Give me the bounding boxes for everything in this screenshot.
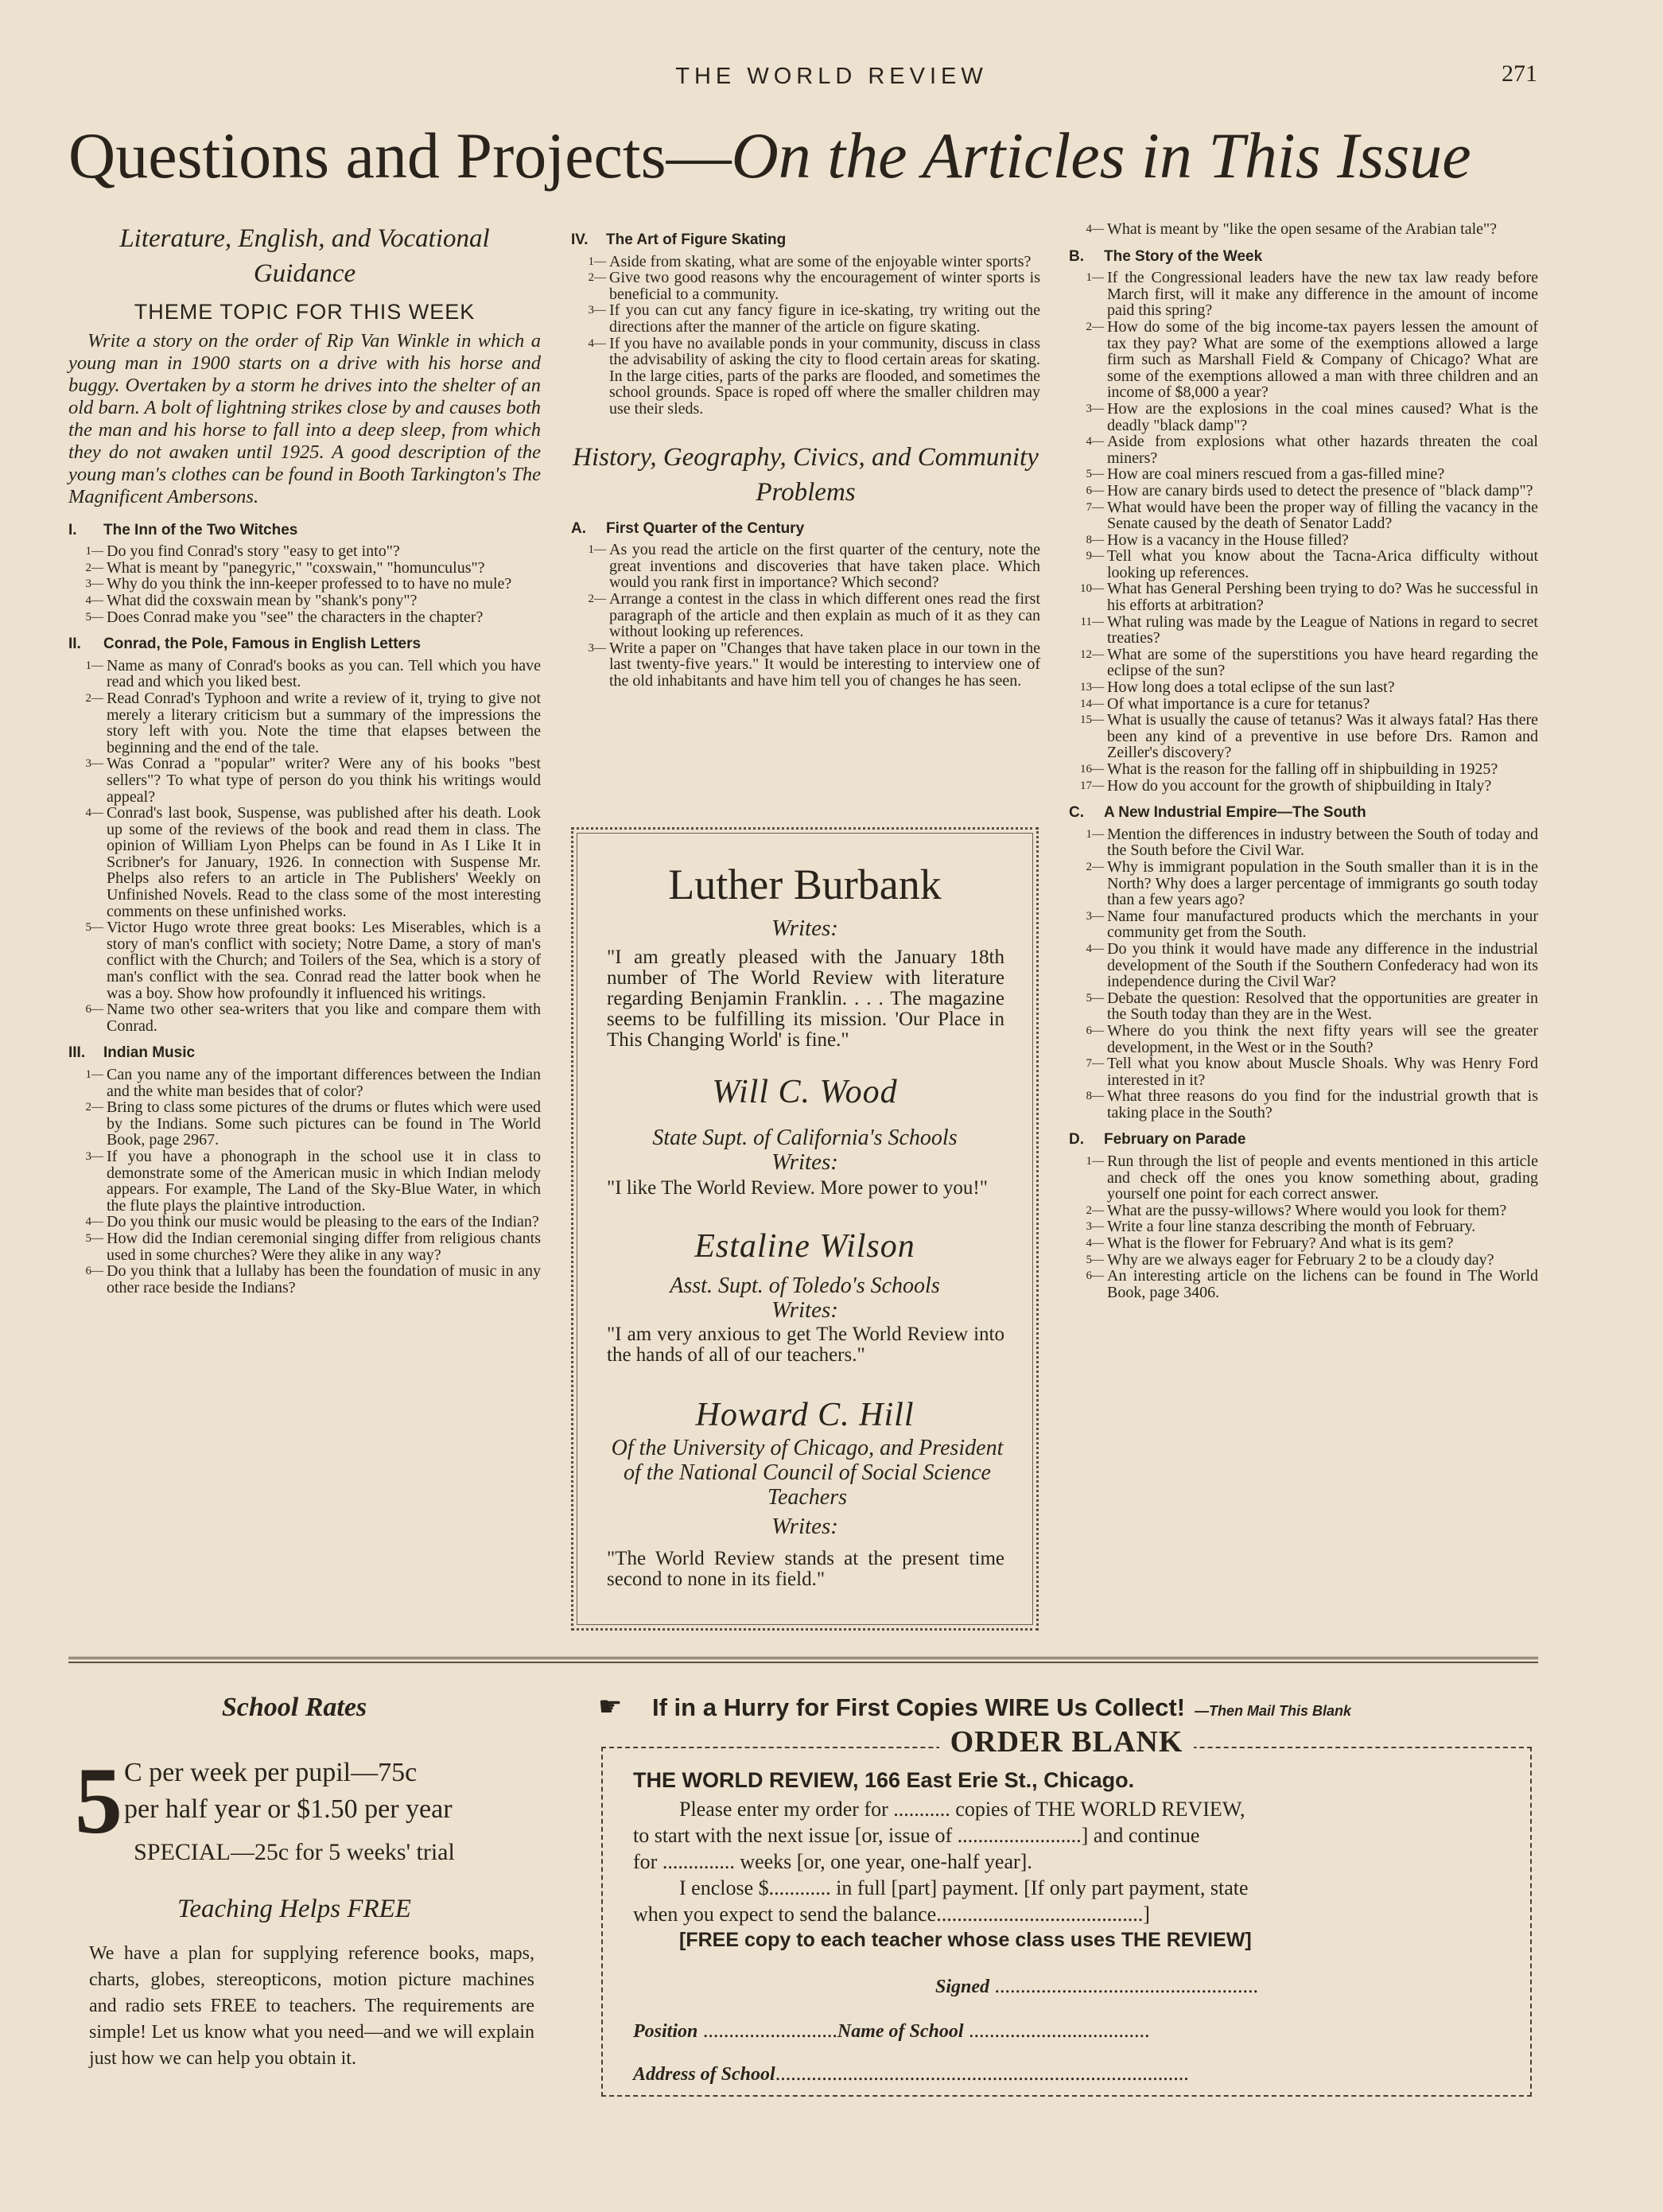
question-number: 3— [1086,402,1104,415]
question-text: What ruling was made by the League of Nations in regard to secret treaties? [1107,612,1538,647]
question-item [571,302,1040,335]
topic-list [1069,249,1538,1301]
question-text: Does Conrad make you "see" the characters in the chapter? [107,608,484,626]
teaching-helps-title: Teaching Helps FREE [177,1895,411,1923]
question-number: 12— [1080,647,1104,661]
question-item [1069,401,1538,433]
question-text: Do you find Conrad's story "easy to get into"? [107,542,400,561]
question-text: Aside from skating, what are some of the enjoyable winter sports? [609,252,1032,270]
question-item [1069,1088,1538,1121]
hill-signature: Howard C. Hill [695,1397,915,1433]
question-item [1069,221,1538,238]
question-item [1069,319,1538,401]
writes-label: Writes: [771,1514,838,1539]
order-blank-form [601,1725,1532,2097]
question-text: If you have a phonograph in the school use it in class to demonstrate some of the American music in which Indian melody appears. For example, The Land of the Sky-Blue Water, in which the flute plays the plaintive introduction. [107,1147,541,1215]
topic-numeral: I. [68,521,77,538]
topic-title: Indian Music [103,1044,196,1062]
address-row[interactable] [633,2060,1508,2088]
wood-signature: Will C. Wood [712,1074,898,1110]
question-item [68,1149,541,1214]
question-number: 1— [85,545,103,558]
question-item [1069,548,1538,581]
page-header [0,60,1663,103]
question-item [68,690,541,756]
question-number: 5— [1086,468,1104,481]
question-item [1069,1023,1538,1055]
question-text: Write a four line stanza describing the month of February. [1107,1218,1476,1236]
question-text: What are some of the superstitions you have heard regarding the eclipse of the sun? [1107,645,1538,680]
question-item [68,1067,541,1099]
then-mail-text: —Then Mail This Blank [1195,1703,1352,1719]
signed-row[interactable] [633,1973,1663,2000]
question-item [1069,859,1538,908]
question-item [68,576,541,593]
order-line-6: [FREE copy to each teacher whose class uses THE REVIEW] [679,1929,1252,1951]
question-text: What three reasons do you find for the industrial growth that is taking place in the South? [1107,1087,1538,1122]
question-item [571,542,1040,591]
question-text: Conrad's last book, Suspense, was published after his death. Look up some of the reviews of the book and read them in class. The opinion of William Lyon Phelps can be found in As I Like It in Scribner's for January, 1926. In connection with Suspense Mr. Phelps also refers to an article in The Publishers' Weekly on Unfinished Novels. Read to the class some of the most interesting comments on these unfinished works. [107,804,541,920]
question-text: Do you think it would have made any difference in the industrial development of the South if the Southern Confederacy had won its independence during the Civil War? [1107,939,1538,991]
topic-heading [68,636,541,653]
title-main: Questions and Projects— [68,119,732,192]
question-item [571,591,1040,640]
question-number: 1— [588,543,606,557]
question-number: 8— [1086,533,1104,546]
question-number: 7— [1086,500,1104,514]
question-text: How are canary birds used to detect the presence of "black damp"? [1107,481,1533,500]
question-text: What is meant by "like the open sesame of the Arabian tale"? [1107,220,1498,238]
question-number: 3— [85,757,103,771]
question-item [68,1214,541,1230]
question-text: Can you name any of the important differences between the Indian and the white man besides that of color? [107,1066,541,1100]
testimonial-heading: Luther Burbank [668,861,942,908]
question-number: 4— [1086,942,1104,955]
question-text: Why is immigrant population in the South smaller than it is in the North? Why does a larger percentage of immigrants go south today than a few years ago? [1107,857,1538,909]
question-number: 5— [85,1231,103,1245]
question-text: What is the flower for February? And what is its gem? [1107,1234,1454,1253]
question-item [68,756,541,805]
question-number: 4— [1086,435,1104,449]
question-text: Give two good reasons why the encouragement of winter sports is beneficial to a community. [609,269,1040,303]
question-item [1069,696,1538,713]
topic-numeral: C. [1069,804,1084,822]
question-item [571,254,1040,270]
question-number: 2— [85,1101,103,1114]
topic-list [68,523,541,1296]
question-text: Name four manufactured products which the merchants in your community get from the South. [1107,907,1538,942]
column-right [1069,221,1538,1300]
running-head: THE WORLD REVIEW [675,64,988,89]
question-item [1069,532,1538,549]
question-item [571,270,1040,302]
topic-heading [1069,1132,1538,1149]
section-divider [68,1657,1538,1663]
question-text: How did the Indian ceremonial singing differ from religious chants used in some churches? Were they alike in any way? [107,1229,541,1264]
question-number: 5— [85,921,103,935]
question-number: 3— [85,1149,103,1163]
question-number: 4— [85,1215,103,1229]
question-item [1069,647,1538,679]
question-text: Name two other sea-writers that you like and compare them with Conrad. [107,1001,541,1035]
question-number: 1— [1086,1155,1104,1168]
question-item [68,543,541,560]
wilson-quote: "I am very anxious to get The World Review into the hands of all of our teachers." [607,1324,1004,1366]
question-item [68,609,541,626]
special-offer: SPECIAL—25c for 5 weeks' trial [134,1839,455,1865]
wilson-role: Asst. Supt. of Toledo's Schools [670,1273,940,1298]
pointing-hand-icon: ☛ [598,1691,623,1723]
question-text: An interesting article on the lichens can be found in The World Book, page 3406. [1107,1267,1538,1301]
question-number: 1— [1086,271,1104,285]
question-number: 9— [1086,550,1104,563]
question-number: 2— [588,271,606,285]
question-text: How are coal miners rescued from a gas-filled mine? [1107,465,1445,484]
topic-numeral: B. [1069,247,1084,265]
title-italic: On the Articles in This Issue [731,119,1471,192]
question-item [1069,1219,1538,1235]
question-number: 2— [1086,1203,1104,1217]
question-text: Why are we always eager for February 2 to be a cloudy day? [1107,1250,1494,1269]
question-item [68,1230,541,1263]
topic-numeral: A. [571,519,586,537]
question-text: Of what importance is a cure for tetanus? [1107,694,1370,713]
address-of-school-label: Address of School [633,2064,775,2085]
question-text: Do you think that a lullaby has been the foundation of music in any other race beside the Indians? [107,1262,541,1296]
question-item [1069,826,1538,859]
question-number: 2— [1086,860,1104,873]
wood-role: State Supt. of California's Schools [652,1125,958,1150]
order-title: ORDER BLANK [939,1725,1195,1759]
order-headline [598,1691,1537,1723]
order-line-2[interactable]: to start with the next issue [or, issue of ........................] and continue [633,1824,1200,1847]
question-item [571,336,1040,418]
rates-title: School Rates [221,1693,367,1722]
question-item [571,640,1040,690]
rate-line-2: per half year or $1.50 per year [124,1794,453,1824]
question-number: 1— [85,659,103,672]
position-row[interactable] [633,2017,1508,2045]
question-number: 11— [1080,615,1104,628]
question-number: 4— [85,593,103,607]
question-text: As you read the article on the first quarter of the century, note the great inventions and discoveries that have taken place. Which would you rank first in importance? Which second? [609,541,1040,592]
question-item [68,560,541,577]
question-number: 5— [1086,991,1104,1005]
signed-field[interactable]: ................................................... [994,1974,1259,1997]
question-text: Was Conrad a "popular" writer? Were any of his books "best sellers"? To what type of person do you think his writings would appeal? [107,755,541,806]
question-item [1069,1235,1538,1252]
address-of-school-field[interactable]: ................................................................................ [775,2062,1189,2085]
question-text: What is meant by "panegyric," "coxswain," "homunculus"? [107,558,485,577]
testimonial-box [571,827,1039,1631]
question-item [1069,1153,1538,1203]
question-number: 3— [1086,909,1104,923]
topic-heading [1069,805,1538,822]
question-item [1069,1252,1538,1269]
question-text: How do some of the big income-tax payers lessen the amount of tax they pay? What are some of the exemptions allowed a large firm such as Marshall Field & Company of Chicago? What are some of the exemptions allowed a man with three children and an income of $8,000 a year? [1107,317,1538,402]
hurry-text: If in a Hurry for First Copies WIRE Us Collect! [652,1693,1186,1721]
question-number: 4— [85,807,103,820]
theme-intro: Write a story on the order of Rip Van Winkle in which a young man in 1900 starts on a drive with his horse and buggy. Overtaken by a storm he drives into the shelter of an old barn. A bolt of lightning strikes close by and causes both the man and his horse to fall into a deep sleep, from which they do not awaken until 1925. A good description of the young man's clothes can be found in Booth Tarkington's The Magnificent Ambersons. [68,329,541,507]
writes-label: Writes: [771,1149,838,1175]
question-text: Tell what you know about Muscle Shoals. Why was Henry Ford interested in it? [1107,1055,1538,1089]
rate-big-numeral: 5 [75,1747,122,1853]
question-item [1069,614,1538,647]
page-title [68,116,1595,196]
question-text: How is a vacancy in the House filled? [1107,531,1349,549]
question-number: 3— [588,641,606,655]
topic-title: The Story of the Week [1104,247,1263,265]
question-text: How do you account for the growth of shipbuilding in Italy? [1107,776,1492,795]
question-text: How are the explosions in the coal mines caused? What is the deadly "black damp"? [1107,399,1538,434]
question-item [1069,270,1538,319]
question-number: 3— [1086,1220,1104,1234]
question-item [1069,679,1538,696]
question-text: Why do you think the inn-keeper professed to to have no mule? [107,575,512,593]
order-line-4[interactable]: I enclose $............ in full [part] payment. [If only part payment, state [679,1876,1249,1899]
topic-numeral: III. [68,1044,86,1062]
question-number: 2— [85,691,103,705]
topic-numeral: IV. [571,231,589,248]
section-title-literature: Literature, English, and Vocational Guidance [119,224,490,288]
question-text: Write a paper on "Changes that have taken place in our town in the last twenty-five years." It would be interesting to interview one of the old inhabitants and have him tell you of changes he has seen. [609,639,1040,690]
question-number: 14— [1080,697,1104,710]
question-item [68,805,541,919]
question-item [68,593,541,609]
question-number: 5— [85,610,103,624]
question-item [68,1263,541,1296]
question-text: How long does a total eclipse of the sun last? [1107,678,1395,697]
question-number: 15— [1080,713,1104,727]
topic-numeral: D. [1069,1131,1084,1149]
question-number: 8— [1086,1090,1104,1103]
question-number: 4— [1086,223,1104,235]
question-number: 6— [1086,484,1104,497]
topic-numeral: II. [68,636,81,653]
question-item [1069,712,1538,761]
order-address: THE WORLD REVIEW, 166 East Erie St., Chicago. [633,1768,1135,1792]
question-number: 10— [1080,582,1104,596]
wilson-signature: Estaline Wilson [694,1228,915,1265]
question-number: 2— [588,592,606,605]
question-text: What would have been the proper way of filling the vacancy in the Senate caused by the death of Senator Ladd? [1107,498,1538,533]
question-item [68,919,541,1001]
column-literature [68,221,541,1296]
question-number: 6— [1086,1269,1104,1283]
question-item [1069,761,1538,778]
question-number: 6— [85,1003,103,1017]
question-text: What has General Pershing been trying to do? Was he successful in his efforts at arbitration? [1107,580,1538,615]
wood-quote: "I like The World Review. More power to you!" [607,1177,988,1199]
question-item [1069,908,1538,941]
column-middle [571,221,1040,689]
question-number: 5— [1086,1253,1104,1266]
question-item [1069,941,1538,990]
lead-question-list [1069,221,1538,238]
rate-lines [124,1755,453,1828]
order-line-1[interactable]: Please enter my order for ........... copies of THE WORLD REVIEW, [679,1798,1245,1821]
topic-title: Conrad, the Pole, Famous in English Letters [103,636,422,653]
question-item [1069,1055,1538,1088]
topic-heading [1069,249,1538,266]
question-text: If you can cut any fancy figure in ice-skating, try writing out the directions after the manner of the article on figure skating. [609,301,1040,336]
order-line-3[interactable]: for .............. weeks [or, one year, one-half year]. [633,1850,1032,1873]
question-item [1069,433,1538,466]
question-text: Name as many of Conrad's books as you can. Tell which you have read and which you liked best. [107,656,541,691]
question-number: 6— [1086,1024,1104,1037]
topic-list [571,521,1040,690]
question-text: If you have no available ponds in your community, discuss in class the advisability of asking the city to flood certain areas for skating. In the large cities, parts of the parks are flooded, and sometimes the school grounds. Space is roped off where the smaller children may use their sleds. [609,334,1040,418]
question-number: 1— [588,255,606,268]
rate-line-1: C per week per pupil—75c [124,1758,418,1787]
question-text: Mention the differences in industry between the South of today and the South before the Civil War. [1107,825,1538,860]
order-line-5[interactable]: when you expect to send the balance........................................] [633,1903,1150,1926]
question-item [68,1099,541,1149]
question-number: 1— [1086,827,1104,841]
question-text: Run through the list of people and events mentioned in this article and check off the ones you know something about, grading yourself one point for each correct answer. [1107,1153,1538,1203]
question-text: What are the pussy-willows? Where would you look for them? [1107,1201,1507,1219]
question-text: What is the reason for the falling off in shipbuilding in 1925? [1107,760,1498,778]
topic-heading [571,521,1040,538]
topic-heading [68,523,541,539]
question-text: Debate the question: Resolved that the opportunities are greater in the South today than they are in the West. [1107,989,1538,1024]
question-text: Arrange a contest in the class in which different ones read the first paragraph of the article and then explain as much of it as they can without looking up references. [609,589,1040,641]
writes-label: Writes: [771,1297,838,1323]
question-item [1069,990,1538,1023]
topic-title: First Quarter of the Century [606,519,805,537]
topic-title: The Inn of the Two Witches [103,521,298,538]
burbank-quote: "I am greatly pleased with the January 18th number of The World Review with literature regarding Benjamin Franklin. . . . The magazine seems to be fulfilling its mission. 'Our Place in This Changing World' is fine." [607,947,1004,1051]
question-text: Where do you think the next fifty years will see the greater development, in the West or in the South? [1107,1021,1538,1056]
question-text: What did the coxswain mean by "shank's pony"? [107,591,418,609]
topic-title: A New Industrial Empire—The South [1104,804,1366,822]
page-number: 271 [1502,60,1537,87]
question-text: Do you think our music would be pleasing to the ears of the Indian? [107,1213,539,1231]
question-number: 1— [85,1068,103,1081]
signed-label: Signed [935,1977,990,1997]
question-number: 13— [1080,681,1104,694]
question-number: 6— [85,1265,103,1278]
name-of-school-label: Name of School [837,2021,964,2042]
topic-title: February on Parade [1104,1131,1246,1149]
question-number: 16— [1080,763,1104,776]
topic-heading [68,1045,541,1062]
question-number: 2— [85,561,103,574]
topic-list [571,232,1040,418]
question-item [1069,1203,1538,1219]
question-number: 3— [588,304,606,317]
question-text: Aside from explosions what other hazards threaten the coal miners? [1107,433,1538,467]
question-item [1069,581,1538,613]
theme-topic-heading: THEME TOPIC FOR THIS WEEK [134,300,476,324]
question-number: 3— [85,577,103,591]
question-text: Read Conrad's Typhoon and write a review of it, trying to give not merely a literary criticism but a summary of the impressions the story left with you. Note the time that elapses between the beginning and the end of the tale. [107,689,541,756]
hill-quote: "The World Review stands at the present time second to none in its field." [607,1548,1004,1590]
question-item [1069,466,1538,483]
question-item [1069,483,1538,500]
question-item [68,658,541,690]
topic-heading [571,232,1040,249]
question-text: If the Congressional leaders have the new tax law ready before March first, will it make any difference in the amount of income paid this spring? [1107,269,1538,320]
question-text: Victor Hugo wrote three great books: Les Miserables, which is a story of man's conflict with society; Notre Dame, a story of man's conflict with the Church; and Toilers of the Sea, which is a story of man's conflict with the sea. Conrad read the latter book when he was a boy. Show how profoundly it influenced his writings. [107,919,541,1002]
writes-label: Writes: [771,916,838,941]
question-number: 2— [1086,320,1104,333]
topic-title: The Art of Figure Skating [606,231,787,248]
question-number: 4— [588,336,606,350]
hill-role: Of the University of Chicago, and President of the National Council of Social Science Teachers [611,1436,1004,1510]
name-of-school-field[interactable]: ................................... [969,2019,1150,2042]
question-item [1069,1268,1538,1300]
question-text: Bring to class some pictures of the drums or flutes which were used by the Indians. Some such pictures can be found in The World Book, page 2967. [107,1098,541,1149]
question-item [1069,778,1538,795]
order-title-wrap [603,1724,1530,1759]
position-field[interactable]: .......................... [702,2019,837,2042]
question-number: 17— [1080,779,1104,792]
position-label: Position [633,2021,698,2042]
question-number: 7— [1086,1057,1104,1071]
question-number: 4— [1086,1237,1104,1250]
question-text: Tell what you know about the Tacna-Arica difficulty without looking up references. [1107,547,1538,581]
section-title-history: History, Geography, Civics, and Community Problems [573,442,1039,507]
question-item [1069,500,1538,532]
school-rates [48,1686,541,2069]
question-text: What is usually the cause of tetanus? Was it always fatal? Has there been any kind of a preventive in use before Drs. Ramon and Zeiller's discovery? [1107,711,1538,762]
question-item [68,1001,541,1034]
teaching-helps-text: We have a plan for supplying reference books, maps, charts, globes, stereopticons, motion picture machines and radio sets FREE to teachers. The requirements are simple! Let us know what you need—and we will explain just how we can help you obtain it. [89,1943,534,2069]
